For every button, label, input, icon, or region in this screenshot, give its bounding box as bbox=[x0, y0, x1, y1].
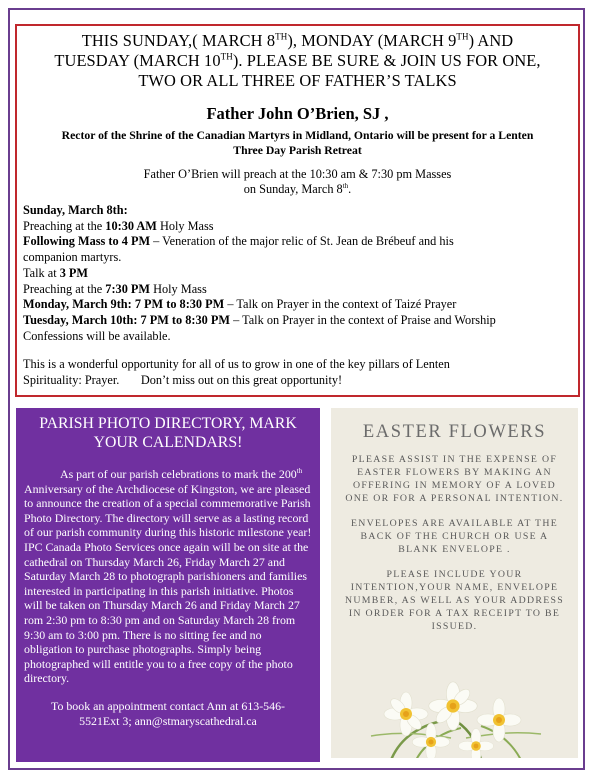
daffodil-illustration-icon bbox=[331, 676, 578, 758]
ordinal-suffix: TH bbox=[220, 51, 233, 62]
description-line: Three Day Parish Retreat bbox=[233, 144, 362, 157]
body-text: As part of our parish celebrations to mark the 200 bbox=[60, 467, 297, 481]
schedule-text: Preaching at the bbox=[23, 281, 106, 296]
photo-directory-title bbox=[24, 414, 312, 452]
schedule-text: – Veneration of the major relic of St. Jean de Brébeuf and his bbox=[150, 234, 454, 249]
schedule-text: Talk at bbox=[23, 265, 60, 280]
retreat-announcement bbox=[15, 24, 580, 397]
photo-directory-contact bbox=[24, 699, 312, 729]
preaching-note bbox=[23, 167, 572, 197]
speaker-description bbox=[23, 128, 572, 158]
ordinal-suffix: th bbox=[342, 181, 349, 190]
schedule-text: companion martyrs. bbox=[23, 250, 122, 265]
contact-line: 5521Ext 3; ann@stmaryscathedral.ca bbox=[79, 713, 257, 728]
schedule-item bbox=[23, 234, 572, 250]
headline-text: ) AND bbox=[468, 31, 514, 50]
schedule-text: – Talk on Prayer in the context of Praise and Worship bbox=[230, 312, 496, 327]
schedule-time: Monday, March 9th: 7 PM to 8:30 PM bbox=[23, 297, 225, 312]
daffodil-flower bbox=[458, 728, 493, 758]
headline-text: ). PLEASE BE SURE & JOIN US FOR ONE, bbox=[232, 51, 541, 70]
easter-flowers-notice bbox=[331, 408, 578, 758]
schedule-text: Confessions will be available. bbox=[23, 328, 171, 343]
headline-text: ), MONDAY (MARCH 9 bbox=[287, 31, 457, 50]
easter-paragraph: PLEASE INCLUDE YOUR INTENTION,YOUR NAME, ENVELOPE NUMBER, AS WELL AS YOUR ADDRESS IN ORDER FOR A TAX RECEIPT TO BE ISSUED. bbox=[344, 569, 565, 632]
headline-text: TWO OR ALL THREE OF FATHER’S TALKS bbox=[138, 71, 457, 90]
retreat-schedule bbox=[23, 203, 572, 344]
schedule-text: – Talk on Prayer in the context of Taizé Prayer bbox=[224, 297, 457, 312]
schedule-text: Holy Mass bbox=[150, 281, 207, 296]
headline-text: THIS SUNDAY,( MARCH 8 bbox=[81, 31, 276, 50]
schedule-time: Tuesday, March 10th: 7 PM to 8:30 PM bbox=[23, 312, 230, 327]
title-line: YOUR CALENDARS! bbox=[93, 434, 243, 451]
schedule-text: Preaching at the bbox=[23, 218, 106, 233]
punctuation: . bbox=[348, 182, 352, 196]
schedule-time: 10:30 AM bbox=[105, 218, 157, 233]
description-line: Rector of the Shrine of the Canadian Martyrs in Midland, Ontario will be present for a Lenten bbox=[61, 129, 534, 142]
easter-paragraph: ENVELOPES ARE AVAILABLE AT THE BACK OF THE CHURCH OR USE A BLANK ENVELOPE . bbox=[350, 518, 558, 555]
preaching-line: Father O’Brien will preach at the 10:30 am & 7:30 pm Masses bbox=[143, 167, 452, 181]
schedule-time: 7:30 PM bbox=[105, 281, 151, 296]
ordinal-suffix: TH bbox=[275, 31, 288, 42]
schedule-item bbox=[23, 219, 572, 235]
closing-message bbox=[23, 357, 572, 388]
headline-text: TUESDAY (MARCH 10 bbox=[54, 51, 221, 70]
title-line: PARISH PHOTO DIRECTORY, MARK bbox=[39, 415, 297, 432]
schedule-item bbox=[23, 266, 572, 282]
speaker-name: Father John O’Brien, SJ , bbox=[206, 104, 389, 123]
photo-directory-notice bbox=[16, 408, 320, 762]
ordinal-suffix: th bbox=[296, 467, 303, 476]
ordinal-suffix: TH bbox=[456, 31, 469, 42]
schedule-time: 3 PM bbox=[59, 265, 89, 280]
schedule-item bbox=[23, 313, 572, 329]
body-text: Anniversary of the Archdiocese of Kingston, we are pleased to announce the creation of a special commemorative Parish Photo Directory. The directory will serve as a lasting record of our parish community during this historic milestone year! IPC Canada Photo Services once again will be on site at the cathedral on Thursday March 26, Friday March 27 and Saturday March 28 to photograph parishioners and families interested in participating in this parish initiative. Photos will be taken on Thursday March 26 and Friday March 27 rom 2:30 pm to 8:30 pm and on Saturday March 28 from 9:30 am to 3:00 pm. There is no sitting fee and no obligation to purchase photographs. Simply being photographed will entitle you to a free copy of the photo directory. bbox=[24, 481, 312, 686]
schedule-item bbox=[23, 282, 572, 298]
schedule-time: Following Mass to 4 PM bbox=[23, 234, 151, 249]
photo-directory-body bbox=[24, 467, 312, 686]
closing-line: This is a wonderful opportunity for all of us to grow in one of the key pillars of Lenten bbox=[23, 357, 450, 372]
easter-flowers-title: EASTER FLOWERS bbox=[362, 422, 547, 442]
contact-line: To book an appointment contact Ann at 613-546- bbox=[51, 698, 285, 713]
schedule-item bbox=[23, 297, 572, 313]
preaching-line: on Sunday, March 8 bbox=[243, 182, 343, 196]
easter-paragraph: PLEASE ASSIST IN THE EXPENSE OF EASTER FLOWERS BY MAKING AN OFFERING IN MEMORY OF A LOVED ONE OR FOR A PERSONAL INTENTION. bbox=[345, 454, 564, 504]
retreat-headline bbox=[23, 31, 572, 91]
schedule-text: Holy Mass bbox=[156, 218, 214, 233]
schedule-day-heading: Sunday, March 8th: bbox=[23, 203, 128, 217]
closing-line: Spirituality: Prayer. Don’t miss out on this great opportunity! bbox=[23, 373, 343, 388]
